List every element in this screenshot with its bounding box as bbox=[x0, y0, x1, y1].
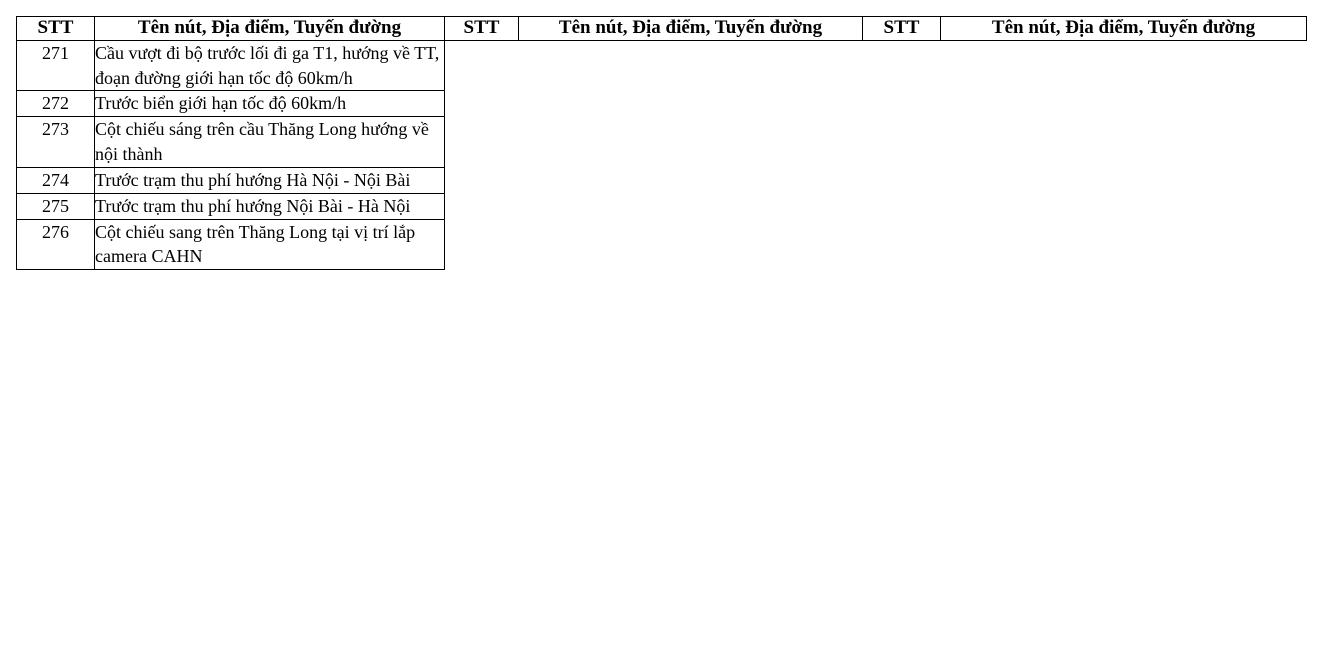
empty-cell bbox=[445, 40, 519, 91]
empty-cell bbox=[941, 117, 1307, 168]
row-stt: 271 bbox=[17, 40, 95, 91]
empty-cell bbox=[519, 117, 863, 168]
empty-cell bbox=[941, 219, 1307, 270]
row-stt: 276 bbox=[17, 219, 95, 270]
row-name: Trước trạm thu phí hướng Nội Bài - Hà Nội bbox=[95, 193, 445, 219]
row-stt: 275 bbox=[17, 193, 95, 219]
table-body bbox=[17, 40, 1307, 269]
table-row bbox=[17, 193, 1307, 219]
row-name: Cột chiếu sang trên Thăng Long tại vị trí lắp camera CAHN bbox=[95, 219, 445, 270]
header-name-3: Tên nút, Địa điểm, Tuyến đường bbox=[941, 17, 1307, 41]
empty-cell bbox=[445, 117, 519, 168]
table-row bbox=[17, 117, 1307, 168]
table-row bbox=[17, 167, 1307, 193]
row-name: Cầu vượt đi bộ trước lối đi ga T1, hướng về TT, đoạn đường giới hạn tốc độ 60km/h bbox=[95, 40, 445, 91]
header-name-2: Tên nút, Địa điểm, Tuyến đường bbox=[519, 17, 863, 41]
table-row bbox=[17, 40, 1307, 91]
empty-cell bbox=[941, 91, 1307, 117]
table-row bbox=[17, 219, 1307, 270]
empty-cell bbox=[941, 193, 1307, 219]
empty-cell bbox=[941, 167, 1307, 193]
empty-cell bbox=[445, 91, 519, 117]
table-header bbox=[17, 17, 1307, 41]
empty-cell bbox=[941, 40, 1307, 91]
row-stt: 274 bbox=[17, 167, 95, 193]
empty-cell bbox=[863, 117, 941, 168]
row-name: Cột chiếu sáng trên cầu Thăng Long hướng về nội thành bbox=[95, 117, 445, 168]
row-name: Trước biển giới hạn tốc độ 60km/h bbox=[95, 91, 445, 117]
empty-cell bbox=[519, 167, 863, 193]
empty-cell bbox=[519, 40, 863, 91]
empty-cell bbox=[445, 167, 519, 193]
table-row bbox=[17, 91, 1307, 117]
empty-cell bbox=[519, 91, 863, 117]
locations-table bbox=[16, 16, 1307, 270]
header-stt-2: STT bbox=[445, 17, 519, 41]
empty-cell bbox=[863, 193, 941, 219]
empty-cell bbox=[863, 219, 941, 270]
empty-cell bbox=[863, 91, 941, 117]
empty-cell bbox=[863, 40, 941, 91]
table-header-row bbox=[17, 17, 1307, 41]
empty-cell bbox=[519, 193, 863, 219]
empty-cell bbox=[863, 167, 941, 193]
empty-cell bbox=[445, 219, 519, 270]
row-stt: 273 bbox=[17, 117, 95, 168]
empty-cell bbox=[519, 219, 863, 270]
header-name-1: Tên nút, Địa điểm, Tuyến đường bbox=[95, 17, 445, 41]
row-stt: 272 bbox=[17, 91, 95, 117]
empty-cell bbox=[445, 193, 519, 219]
header-stt-1: STT bbox=[17, 17, 95, 41]
row-name: Trước trạm thu phí hướng Hà Nội - Nội Bài bbox=[95, 167, 445, 193]
header-stt-3: STT bbox=[863, 17, 941, 41]
